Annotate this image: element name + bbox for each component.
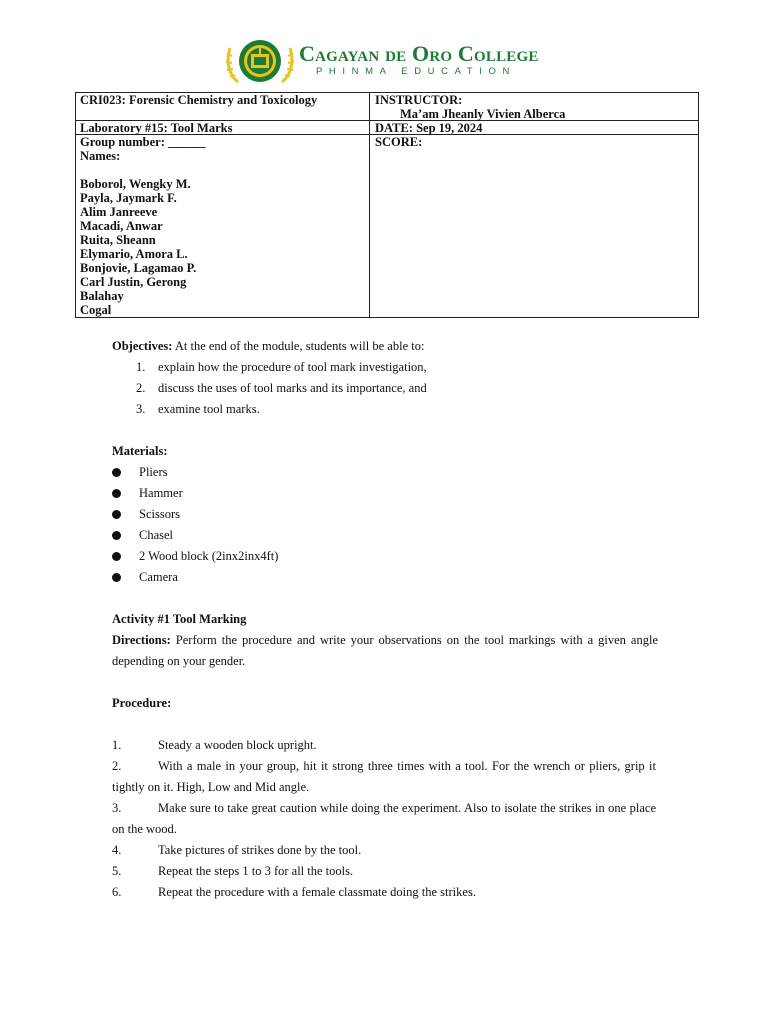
procedure-label: Procedure: — [112, 696, 172, 710]
procedure-step — [112, 861, 656, 882]
procedure-step — [112, 882, 656, 903]
group-number: Group number: ______ — [80, 135, 206, 149]
names-block — [80, 177, 196, 317]
material-item — [112, 546, 672, 567]
activity-title: Activity #1 Tool Marking — [112, 612, 247, 626]
procedure-step — [112, 756, 656, 798]
procedure-step — [112, 735, 656, 756]
procedure-step — [112, 840, 656, 861]
bullet-icon — [112, 489, 121, 498]
objective-text: discuss the uses of tool marks and its importance, and — [158, 381, 427, 395]
objective-item — [112, 399, 672, 420]
material-item — [112, 504, 672, 525]
objective-number: 1. — [136, 360, 146, 374]
directions-paragraph — [112, 630, 658, 672]
instructor-label: INSTRUCTOR: — [375, 93, 463, 107]
member-name: Balahay — [80, 289, 124, 303]
objectives-label: Objectives: — [112, 339, 173, 353]
objectives-intro-text: At the end of the module, students will be able to: — [172, 339, 425, 353]
material-text: Pliers — [139, 465, 168, 479]
material-text: Scissors — [139, 507, 180, 521]
objectives-intro — [112, 336, 672, 357]
bullet-icon — [112, 468, 121, 477]
bullet-icon — [112, 552, 121, 561]
member-name: Boborol, Wengky M. — [80, 177, 191, 191]
objective-number: 2. — [136, 381, 146, 395]
material-text: 2 Wood block (2inx2inx4ft) — [139, 549, 279, 563]
objectives-section — [112, 336, 672, 420]
member-name: Payla, Jaymark F. — [80, 191, 177, 205]
directions-text: Perform the procedure and write your observations on the tool markings with a given angle depending on your gender. — [112, 633, 658, 668]
bullet-icon — [112, 510, 121, 519]
step-number: 4. — [112, 843, 122, 857]
score-label: SCORE: — [375, 135, 423, 149]
instructor-name: Ma’am Jheanly Vivien Alberca — [400, 107, 566, 121]
table-divider — [369, 93, 370, 317]
step-text: Make sure to take great caution while doing the experiment. Also to isolate the strikes in one place on the wood. — [112, 801, 656, 836]
material-item — [112, 462, 672, 483]
material-text: Hammer — [139, 486, 183, 500]
lab-title: Laboratory #15: Tool Marks — [80, 121, 233, 135]
member-name: Alim Janreeve — [80, 205, 158, 219]
bullet-icon — [112, 573, 121, 582]
step-text: Take pictures of strikes done by the tool. — [158, 843, 362, 857]
objective-item — [112, 378, 672, 399]
college-name: Cagayan de Oro College — [299, 41, 539, 66]
step-number: 1. — [112, 738, 122, 752]
member-name: Ruita, Sheann — [80, 233, 156, 247]
material-text: Chasel — [139, 528, 174, 542]
materials-section — [112, 441, 672, 588]
directions-label: Directions: — [112, 633, 171, 647]
step-number: 2. — [112, 759, 122, 773]
objective-number: 3. — [136, 402, 146, 416]
bullet-icon — [112, 531, 121, 540]
member-name: Cogal — [80, 303, 112, 317]
course-title: CRI023: Forensic Chemistry and Toxicology — [80, 93, 318, 107]
step-number: 3. — [112, 801, 122, 815]
objective-text: examine tool marks. — [158, 402, 260, 416]
step-number: 5. — [112, 864, 122, 878]
college-subtitle: PHINMA EDUCATION — [316, 66, 516, 77]
step-text: Repeat the steps 1 to 3 for all the tools. — [158, 864, 354, 878]
names-label: Names: — [80, 149, 121, 163]
lab-info-table — [75, 92, 699, 318]
lab-date: DATE: Sep 19, 2024 — [375, 121, 483, 135]
member-name: Elymario, Amora L. — [80, 247, 188, 261]
objective-text: explain how the procedure of tool mark investigation, — [158, 360, 427, 374]
material-text: Camera — [139, 570, 178, 584]
objective-item — [112, 357, 672, 378]
material-item — [112, 525, 672, 546]
step-text: Repeat the procedure with a female classmate doing the strikes. — [158, 885, 476, 899]
material-item — [112, 567, 672, 588]
college-header — [224, 36, 564, 86]
member-name: Macadi, Anwar — [80, 219, 163, 233]
step-text: Steady a wooden block upright. — [158, 738, 317, 752]
procedure-step — [112, 798, 656, 840]
member-name: Bonjovie, Lagamao P. — [80, 261, 197, 275]
step-number: 6. — [112, 885, 122, 899]
material-item — [112, 483, 672, 504]
materials-label: Materials: — [112, 444, 168, 458]
step-text: With a male in your group, hit it strong three times with a tool. For the wrench or pliers, grip it tightly on it. High, Low and Mid angle. — [112, 759, 656, 794]
college-seal-icon — [224, 36, 296, 86]
member-name: Carl Justin, Gerong — [80, 275, 187, 289]
procedure-section — [112, 693, 656, 903]
activity-section — [112, 609, 658, 672]
